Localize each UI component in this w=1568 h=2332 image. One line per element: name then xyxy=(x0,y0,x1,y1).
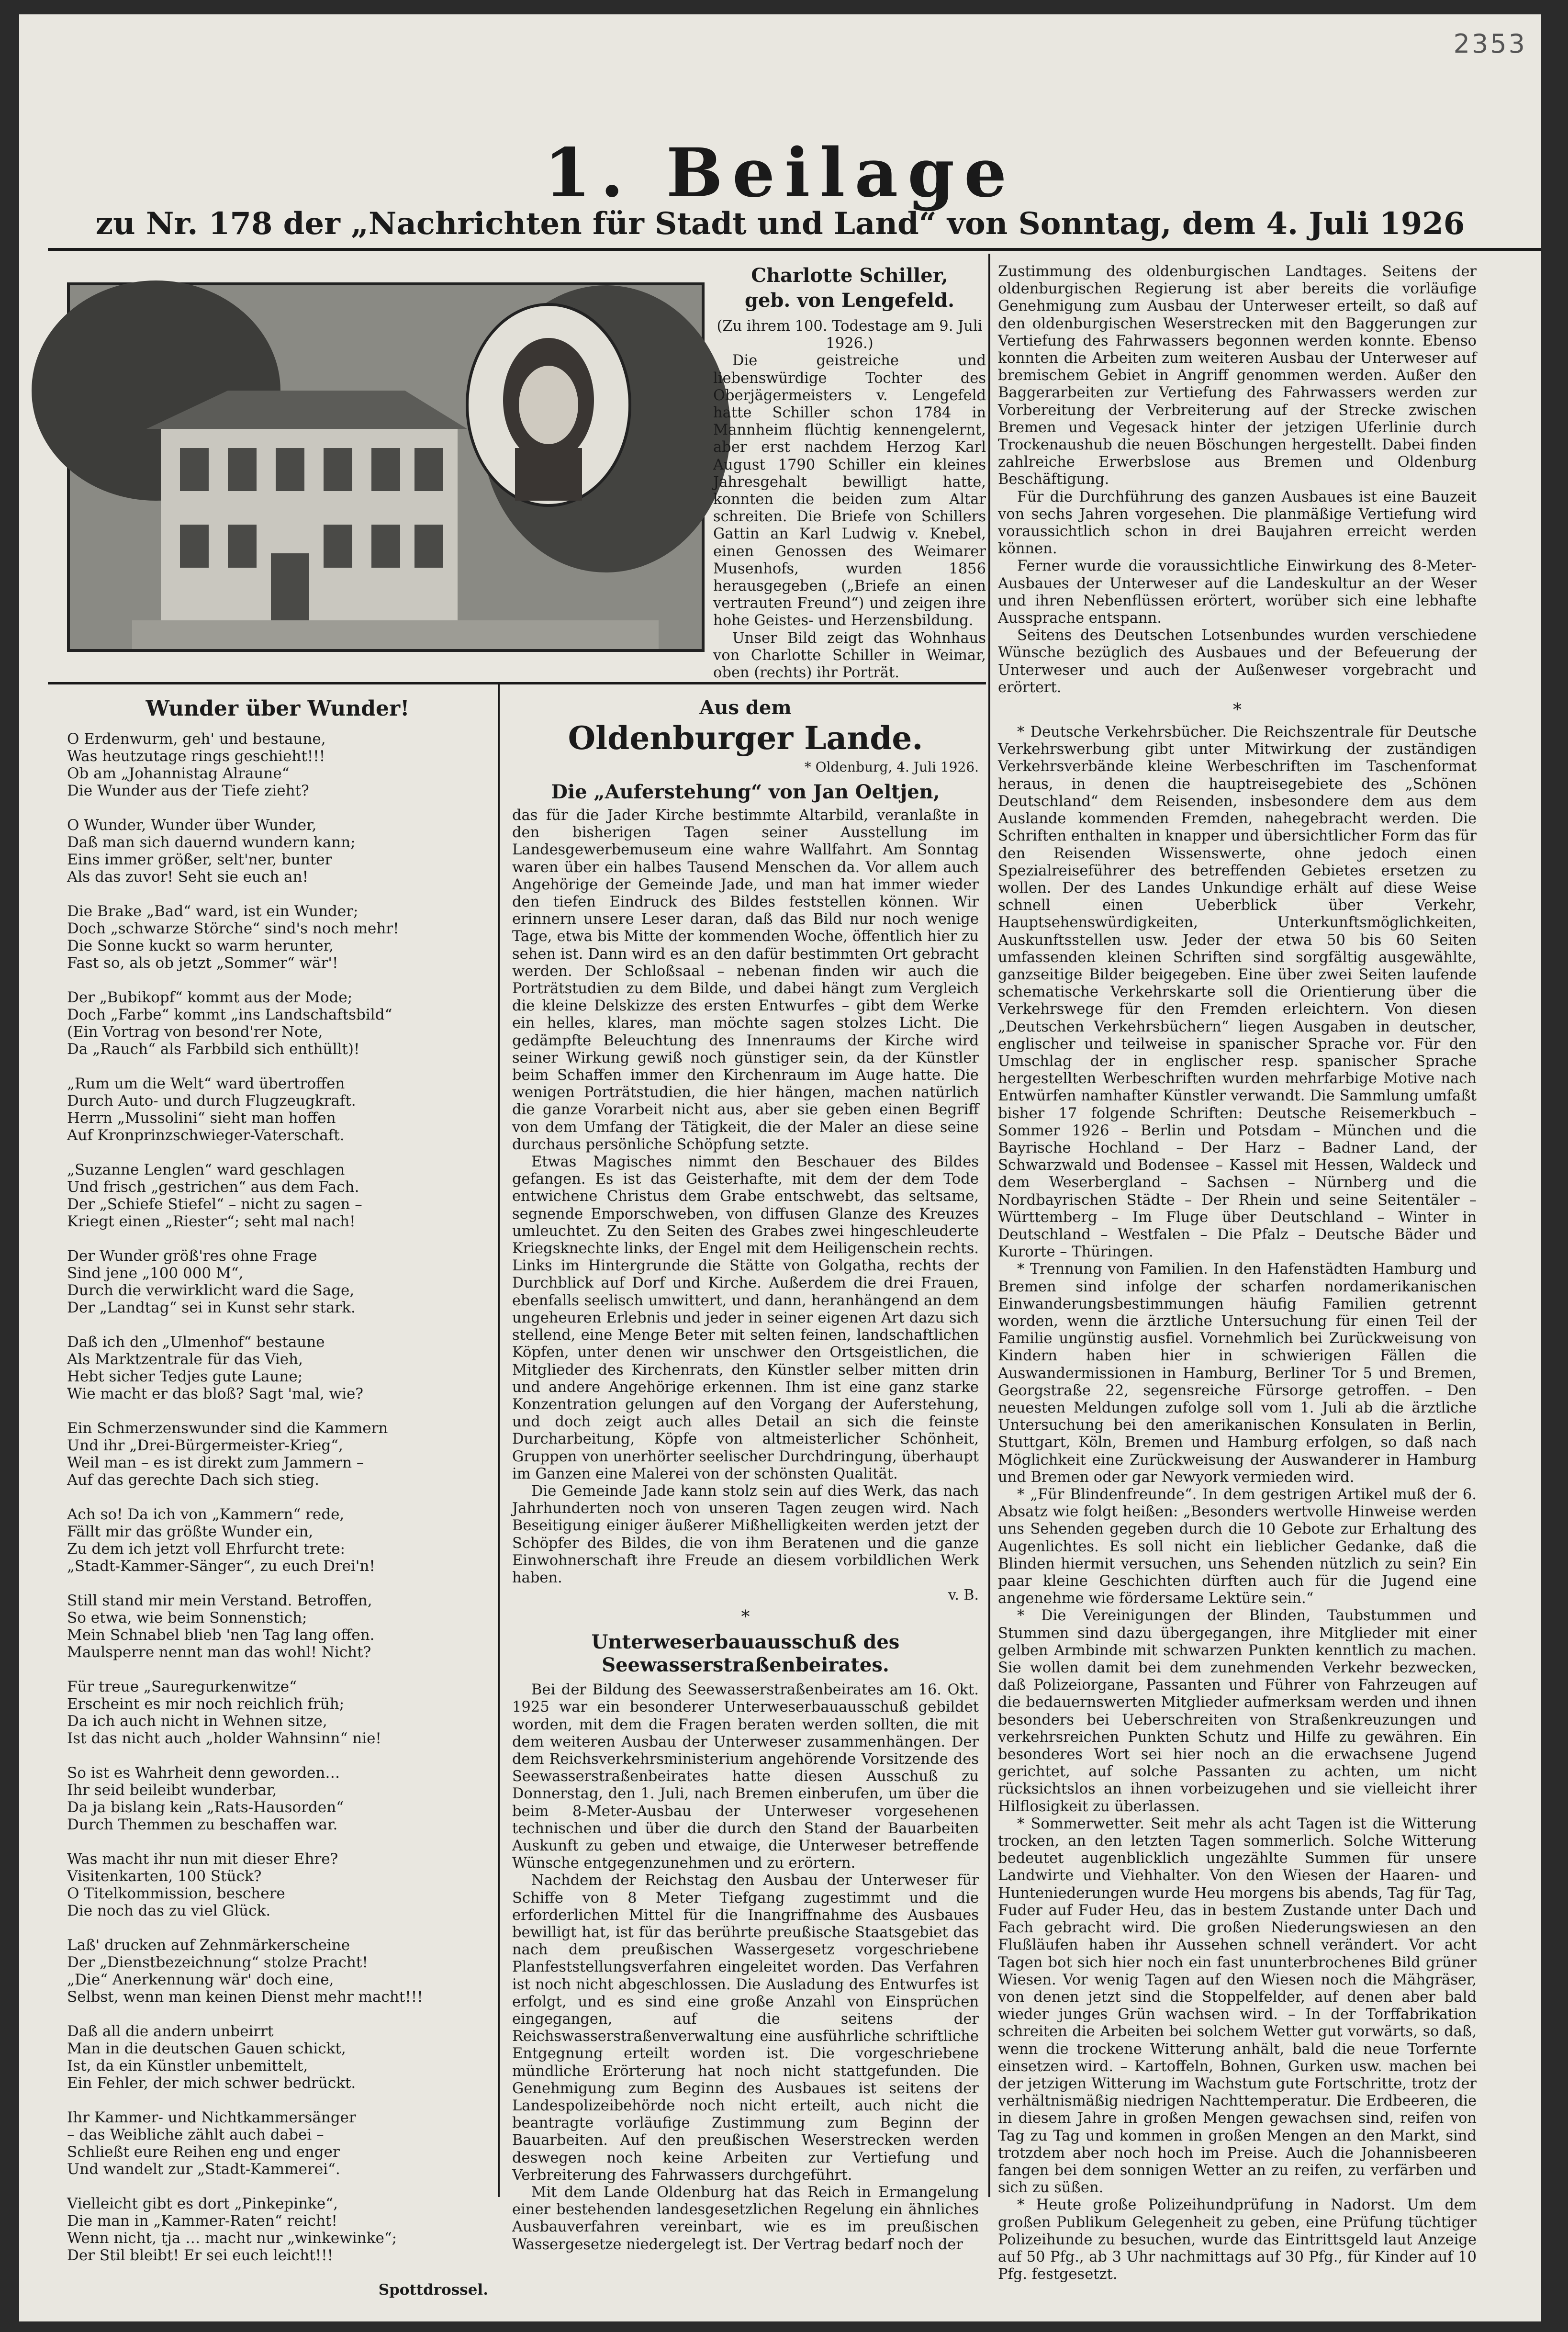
schiller-title: Charlotte Schiller, xyxy=(751,264,948,287)
poem-stanza: Für treue „Sauregurkenwitze“ Erscheint es mir noch reichlich früh; Da ich auch nicht in Wehnen sitze, Ist das nicht auch „holder Wahnsinn“ nie! xyxy=(67,1678,381,1747)
poem-stanza: Ihr Kammer- und Nichtkammersänger – das Weibliche zählt auch dabei – Schließt eure Reihen eng und enger Und wandelt zur „Stadt-Kammerei“. xyxy=(67,2109,356,2178)
oldenburg-column xyxy=(512,696,979,2253)
poem-stanza: Der „Bubikopf“ kommt aus der Mode; Doch „Farbe“ kommt „ins Landschaftsbild“ (Ein Vortrag von besond'rer Note, Da „Rauch“ als Farbbild sich enthüllt)! xyxy=(67,989,392,1058)
sommerwetter-para: * Sommerwetter. Seit mehr als acht Tagen ist die Witterung trocken, an den letzten Tagen sommerlich. Solche Witterung bedeutet augenblicklich ungezählte Summen für unsere Landwirte und Viehhalter. Von den Wiesen der Haaren- und Hunteniederungen wurde Heu morgens bis abends, Tag für Tag, Fuder auf Fuder Heu, das in bestem Zustande unter Dach und Fach gebracht wird. Die großen Niederungswiesen an den Flußläufen haben ihr Aussehen schnell verändert. Vor acht Tagen bot sich hier noch ein fast ununterbrochenes Bild grüner Wiesen. Vor wenig Tagen auf den Wiesen noch die Mähgräser, von denen jetzt sind die Stoppelfelder, auf denen aber bald wieder junges Grün wachsen wird. – In der Torffabrikation schreiten die Arbeiten bei solchem Wetter gut vorwärts, so daß, wenn die trockene Witterung anhält, bald die neue Torfernte einsetzen wird. – Kartoffeln, Bohnen, Gurken usw. machen bei der jetzigen Witterung im Wachstum gute Fortschritte, trotz der verhältnismäßig niedrigen Nachttemperatur. Die Erdbeeren, die in diesem Jahre in großen Mengen gewachsen sind, reifen von Tag zu Tag und kommen in großen Mengen an den Markt, sind trotzdem aber noch hoch im Preise. Auch die Johannisbeeren fangen bei dem sonnigen Wetter an zu reifen, zu verfärben und sich zu süßen. xyxy=(998,1815,1477,2197)
poem-stanza: So ist es Wahrheit denn geworden… Ihr seid beileibt wunderbar, Da ja bislang kein „Rats-Hausorden“ Durch Themmen zu beschaffen war. xyxy=(67,1764,344,1833)
section-unterweser-title: Unterweserbauausschuß des Seewasserstraßenbeirates. xyxy=(591,1631,900,1677)
masthead-title: 1. Beilage xyxy=(544,134,1017,213)
auferstehung-para-1: das für die Jader Kirche bestimmte Altarbild, veranlaßte in den bisherigen Tagen seiner Ausstellung im Landesgewerbemuseum eine wahre Wallfahrt. Am Sonntag waren über ein halbes Tausend Menschen da. Vor allem auch Angehörige der Gemeinde Jade, und man hat immer wieder den tiefen Eindruck des Bildes feststellen können. Wir erinnern unsere Leser daran, daß das Bild nur noch wenige Tage, etwa bis Mitte der kommenden Woche, öffentlich hier zu sehen ist. Dann wird es an den dafür bestimmten Ort gebracht werden. Der Schloßsaal – nebenan finden wir auch die Porträtstudien zu dem Bilde, und dabei hängt zum Vergleich die kleine Delskizze des ersten Entwurfes – gibt dem Werke ein helles, klares, man möchte sagen stolzes Licht. Die gedämpfte Beleuchtung des Innenraums der Kirche wird seiner Wirkung gewiß noch günstiger sein, da der Künstler beim Schaffen immer den Kirchenraum im Auge hatte. Die wenigen Porträtstudien, die hier hängen, machen natürlich die ganze Vorarbeit nicht aus, aber sie geben einen Begriff von dem Umfang der Tätigkeit, die der Maler an diese seine durchaus persönliche Schöpfung setzte. xyxy=(512,807,979,1153)
unterweser-para-3: Mit dem Lande Oldenburg hat das Reich in Ermangelung einer bestehenden landesgesetzlichen Regelung ein ähnliches Ausbauverfahren vereinbart, wie es im preußischen Wassergesetze niedergelegt ist. Der Vertrag bedarf noch der xyxy=(512,2184,979,2253)
poem-signature: Spottdrossel. xyxy=(378,2281,488,2298)
poem-stanza: Laß' drucken auf Zehnmärkerscheine Der „Dienstbezeichnung“ stolze Pracht! „Die“ Anerkennung wär' doch eine, Selbst, wenn man keinen Dienst mehr macht!!! xyxy=(67,1937,423,2006)
separator-star: * xyxy=(1233,700,1242,720)
vereinigungen-para: * Die Vereinigungen der Blinden, Taubstummen und Stummen sind dazu übergegangen, ihre Mitglieder mit einer gelben Armbinde mit schwarzen Punkten kenntlich zu machen. Sie wollen damit bei dem zunehmenden Verkehr bezwecken, daß Polizeiorgane, Passanten und Führer von Fahrzeugen auf die bedauernswerten Mitglieder aufmerksam werden und ihnen besonders bei Ueberschreiten von Straßenkreuzungen und verkehrsreichen Punkten Schutz und Hilfe zu gewähren. Ein besonderes Wort sei hier noch an die erwachsene Jugend gerichtet, auf solche Passanten zu achten, um nicht rücksichtslos an ihnen vorbeizugehen und sie vielleicht ihrer Hilflosigkeit zu überlassen. xyxy=(998,1607,1477,1815)
poem-stanza: Der Wunder größ'res ohne Frage Sind jene „100 000 M“, Durch die verwirklicht ward die Sage, Der „Landtag“ sei in Kunst sehr stark. xyxy=(67,1247,356,1316)
poem-stanza: Was macht ihr nun mit dieser Ehre? Visitenkarten, 100 Stück? O Titelkommission, beschere Die noch das zu viel Glück. xyxy=(67,1850,338,1919)
auferstehung-para-2: Etwas Magisches nimmt den Beschauer des Bildes gefangen. Es ist das Geisterhafte, mit dem der dem Tode entwichene Christus dem Grabe entschwebt, das seltsame, segnende Emporschweben, von diffusen Glanze des Kreuzes umleuchtet. Zu den Seiten des Grabes zwei hingeschleuderte Kriegsknechte links, der Engel mit dem Heiligenschein rechts. Links im Hintergrunde die Stätte von Golgatha, rechts der Durchblick auf Dorf und Kirche. Außerdem die drei Frauen, ebenfalls seelisch umwittert, und dann, heranhängend an dem ungeheuren Erlebnis und jeder in seiner eigenen Art dazu sich stellend, eine Menge Beter mit selten feinen, landschaftlichen Köpfen, unter denen wir unschwer den Ortsgeistlichen, die Mitglieder des Kirchenrats, den Künstler selber mitten drin und andere Angehörige erkennen. Ihm ist eine ganz starke Konzentration gelungen auf den Vorgang der Auferstehung, und doch zeigt auch alles Detail an sich die feinste Durcharbeitung, Köpfe von altmeisterlicher Schönheit, Gruppen von unerhörter seelischer Durchdringung, überhaupt im Ganzen eine Malerei von der schönsten Qualität. xyxy=(512,1154,979,1482)
oldenburg-kicker: Aus dem xyxy=(699,696,792,719)
masthead-rule xyxy=(48,248,1541,251)
auferstehung-para-3: Die Gemeinde Jade kann stolz sein auf dies Werk, das nach Jahrhunderten noch von unseren Tagen zeugen wird. Nach Beseitigung einiger äußerer Mißhelligkeiten werden jetzt der Schöpfer des Bildes, die von ihm Beratenen und die ganze Einwohnerschaft ihre Freude an diesem vorbildlichen Werk haben. xyxy=(512,1482,979,1586)
schiller-house-photo xyxy=(67,282,705,652)
page-number: 2353 xyxy=(1453,29,1527,59)
oldenburg-title: Oldenburger Lande. xyxy=(568,719,923,757)
unterweser-para-1: Bei der Bildung des Seewasserstraßenbeirates am 16. Okt. 1925 war ein besonderer Unterweserbauausschuß gebildet worden, mit dem die Fragen beraten werden sollten, die mit dem weiteren Ausbau der Unterweser zusammenhängen. Der dem Reichsverkehrsministerium angehörende Vorsitzende des Seewasserstraßenbeirates hatte diesen Ausschuß zu Donnerstag, den 1. Juli, nach Bremen einberufen, um über die beim 8-Meter-Ausbau der Unterweser vorgesehenen technischen und über die durch den Stand der Bauarbeiten Auskunft zu geben und etwaige, die Unterweser betreffende Wünsche entgegenzunehmen und zu erörtern. xyxy=(512,1682,979,1872)
right-para-4: Seitens des Deutschen Lotsenbundes wurden verschiedene Wünsche bezüglich des Ausbaues und der Befeuerung der Unterweser und auch der Außenweser vorgebracht und erörtert. xyxy=(998,627,1477,696)
trennung-para: * Trennung von Familien. In den Hafenstädten Hamburg und Bremen sind infolge der scharfen nordamerikanischen Einwanderungsbestimmungen häufig Familien getrennt worden, wenn die ärztliche Untersuchung für einen Teil der Familie ungünstig ausfiel. Vornehmlich bei Zurückweisung von Kindern haben hier in schwierigen Fällen die Auswandermissionen in Hamburg, Berliner Tor 5 und Bremen, Georgstraße 22, segensreiche Fürsorge getroffen. – Den neuesten Meldungen zufolge soll vom 1. Juli ab die ärztliche Untersuchung bei den amerikanischen Konsulaten in Berlin, Stuttgart, Köln, Bremen und Hamburg erfolgen, so daß nach Möglichkeit eine Zurückweisung der Auswanderer in Hamburg und Bremen oder gar Newyork vermieden wird. xyxy=(998,1261,1477,1486)
section-auferstehung-title: Die „Auferstehung“ von Jan Oeltjen, xyxy=(551,781,940,803)
newspaper-page xyxy=(19,14,1541,2321)
house-illustration xyxy=(70,285,702,649)
schiller-body: Die geistreiche und liebenswürdige Tochter des Oberjägermeisters v. Lengefeld hatte Schiller schon 1784 in Mannheim flüchtig kennengelernt, aber erst nachdem Herzog Karl August 1790 Schiller ein kleines Jahresgehalt bewilligt hatte, konnten die beiden zum Altar schreiten. Die Briefe von Schillers Gattin an Karl Ludwig v. Knebel, einen Genossen des Weimarer Musenhofs, wurden 1856 herausgegeben („Briefe an einen vertrauten Freund“) und zeigen ihre hohe Geistes- und Herzensbildung. xyxy=(713,352,986,629)
poem-stanza: „Suzanne Lenglen“ ward geschlagen Und frisch „gestrichen“ aus dem Fach. Der „Schiefe Stiefel“ – nicht zu sagen – Kriegt einen „Riester“; seht mal nach! xyxy=(67,1161,362,1230)
top-section-rule xyxy=(48,682,986,684)
unterweser-para-2: Nachdem der Reichstag den Ausbau der Unterweser für Schiffe von 8 Meter Tiefgang zugestimmt und die erforderlichen Mittel für die Inangriffnahme des Ausbaues bewilligt hat, ist für das berührte preußische Staatsgebiet das nach dem preußischen Wassergesetz vorgeschriebene Planfeststellungsverfahren eingeleitet worden. Das Verfahren ist noch nicht abgeschlossen. Die Ausladung des Entwurfes ist erfolgt, und es sind eine große Anzahl von Einsprüchen eingegangen, auf die seitens der Reichswasserstraßenverwaltung eine ausführliche schriftliche Entgegnung erteilt worden ist. Die vorgeschriebene mündliche Erörterung hat noch nicht stattgefunden. Die Genehmigung zum Beginn des Ausbaues ist seitens der Landespolizeibehörde noch nicht erteilt, auch nicht die beantragte vorläufige Zustimmung zum Beginn der Bauarbeiten. Auf den preußischen Weserstrecken werden deswegen noch keine Arbeiten zur Vertiefung und Verbreiterung des Fahrwassers durchgeführt. xyxy=(512,1872,979,2184)
right-column xyxy=(998,263,1477,2283)
poem-stanza: O Erdenwurm, geh' und bestaune, Was heutzutage rings geschieht!!! Ob am „Johannistag Alraune“ Die Wunder aus der Tiefe zieht? xyxy=(67,730,326,799)
poem-stanza: Ach so! Da ich von „Kammern“ rede, Fällt mir das größte Wunder ein, Zu dem ich jetzt voll Ehrfurcht trete: „Stadt-Kammer-Sänger“, zu euch Drei'n! xyxy=(67,1506,375,1575)
poem-stanza: Die Brake „Bad“ ward, ist ein Wunder; Doch „schwarze Störche“ sind's noch mehr! Die Sonne kuckt so warm herunter, Fast so, als ob jetzt „Sommer“ wär'! xyxy=(67,903,399,972)
blindenfreunde-para: * „Für Blindenfreunde“. In dem gestrigen Artikel muß der 6. Absatz wie folgt heißen: „Besonders wertvolle Hinweise werden uns Sehenden gegeben durch die 10 Gebote zur Erhaltung des Augenlichtes. Es soll nicht ein lieblicher Gedanke, daß die Blinden hiermit versuchen, uns Sehenden nützlich zu sein? Ein paar kleine Geschichten dürften auch für die Jugend eine angenehme wie fördersame Lektüre sein.“ xyxy=(998,1486,1477,1607)
poem-stanza: Vielleicht gibt es dort „Pinkepinke“, Die man in „Kammer-Raten“ reicht! Wenn nicht, tja … macht nur „winkewinke“; Der Stil bleibt! Er sei euch leicht!!! xyxy=(67,2195,397,2264)
poem-stanza: Still stand mir mein Verstand. Betroffen, So etwa, wie beim Sonnenstich; Mein Schnabel blieb 'nen Tag lang offen. Maulsperre nennt man das wohl! Nicht? xyxy=(67,1592,375,1661)
poem-stanza: O Wunder, Wunder über Wunder, Daß man sich dauernd wundern kann; Eins immer größer, selt'ner, bunter Als das zuvor! Seht sie euch an! xyxy=(67,817,356,886)
oldenburg-dateline: * Oldenburg, 4. Juli 1926. xyxy=(804,759,979,775)
schiller-caption: Unser Bild zeigt das Wohnhaus von Charlotte Schiller in Weimar, oben (rechts) ihr Porträt. xyxy=(713,629,986,682)
schiller-note: (Zu ihrem 100. Todestage am 9. Juli 1926.) xyxy=(717,318,983,352)
right-para-3: Ferner wurde die voraussichtliche Einwirkung des 8-Meter-Ausbaues der Unterweser auf die Landeskultur an der Weser und ihren Nebenflüssen erörtert, worüber sich eine lebhafte Aussprache entspann. xyxy=(998,558,1477,627)
polizeihund-para: * Heute große Polizeihundprüfung in Nadorst. Um dem großen Publikum Gelegenheit zu geben, eine Prüfung tüchtiger Polizeihunde zu besuchen, wurde das Eintrittsgeld laut Anzeige auf 50 Pfg., ab 3 Uhr nachmittags auf 30 Pfg., für Kinder auf 10 Pfg. festgesetzt. xyxy=(998,2197,1477,2283)
poem-stanzas xyxy=(67,730,488,2264)
right-para-1: Zustimmung des oldenburgischen Landtages. Seitens der oldenburgischen Regierung ist aber bereits die vorläufige Genehmigung zum Ausbau der Unterweser erteilt, so daß auf den oldenburgischen Weserstrecken mit den Baggerungen zur Vertiefung des Fahrwassers begonnen werden konnte. Ebenso konnten die Arbeiten zum weiteren Ausbau der Unterweser auf bremischem Gebiet in Angriff genommen werden. Außer den Baggerarbeiten zur Vertiefung des Fahrwassers werden zur Vorbereitung der Verbreiterung auf der Strecke zwischen Bremen und Vegesack hinter der jetzigen Uferlinie durch Trockenaushub die neuen Böschungen hergestellt. Dabei finden zahlreiche Erwerbslose aus Bremen und Oldenburg Beschäftigung. xyxy=(998,263,1477,488)
masthead-subtitle: zu Nr. 178 der „Nachrichten für Stadt und Land“ von Sonntag, dem 4. Juli 1926 xyxy=(95,206,1465,242)
column-rule-1 xyxy=(498,684,500,2197)
poem-stanza: Daß ich den „Ulmenhof“ bestaune Als Marktzentrale für das Vieh, Hebt sicher Tedjes gute Laune; Wie macht er das bloß? Sagt 'mal, wie? xyxy=(67,1334,363,1402)
poem-column xyxy=(67,696,488,2298)
poem-stanza: „Rum um die Welt“ ward übertroffen Durch Auto- und durch Flugzeugkraft. Herrn „Mussolini“ sieht man hoffen Auf Kronprinzschwieger-Vaterschaft. xyxy=(67,1075,356,1144)
auferstehung-signature: v. B. xyxy=(948,1587,979,1604)
separator-star: * xyxy=(741,1607,750,1627)
poem-stanza: Daß all die andern unbeirrt Man in die deutschen Gauen schickt, Ist, da ein Künstler unbemittelt, Ein Fehler, der mich schwer bedrückt. xyxy=(67,2023,356,2092)
verkehrsbuecher-para: * Deutsche Verkehrsbücher. Die Reichszentrale für Deutsche Verkehrswerbung gibt unter Mitwirkung der zuständigen Verkehrsverbände kleine Werbeschriften im Taschenformat heraus, in denen die hauptreisegebiete des „Schönen Deutschland“ dem Reisenden, insbesondere dem aus dem Auslande kommenden Fremden, nahegebracht werden. Die Schriften enthalten in knapper und übersichtlicher Form das für den Reisenden Wissenswerte, ohne jedoch einen Spezialreiseführer des betreffenden Gebietes ersetzen zu wollen. Der des Landes Unkundige erhält auf diese Weise schnell einen Ueberblick über Verkehr, Hauptsehenswürdigkeiten, Unterkunftsmöglichkeiten, Auskunftsstellen usw. Jeder der etwa 50 bis 60 Seiten umfassenden kleinen Schriften sind sorgfältig ausgewählte, ganzseitige Bilder beigegeben. Eine über zwei Seiten laufende schematische Verkehrskarte soll die Orientierung über die Verkehrswege für den Fremden erleichtern. Von diesen „Deutschen Verkehrsbüchern“ liegen Ausgaben in deutscher, englischer und teilweise in spanischer Sprache vor. Für den Umschlag der in englischer resp. spanischer Sprache hergestellten Werbeschriften wurden mehrfarbige Motive nach Entwürfen namhafter Künstler verwandt. Die Sammlung umfaßt bisher 17 folgende Schriften: Deutsche Reisemerkbuch – Sommer 1926 – Berlin und Potsdam – München und die Bayrische Hochland – Der Harz – Badner Land, der Schwarzwald und Bodensee – Kassel mit Hessen, Waldeck und dem Weserbergland – Sachsen – Nürnberg und die Nordbayrischen Städte – Der Rhein und seine Seitentäler – Württemberg – Im Fluge über Deutschland – Winter in Deutschland – Westfalen – Die Pfalz – Deutsche Bäder und Kurorte – Thüringen. xyxy=(998,724,1477,1261)
column-rule-2 xyxy=(988,254,990,2197)
poem-title: Wunder über Wunder! xyxy=(146,696,410,721)
right-para-2: Für die Durchführung des ganzen Ausbaues ist eine Bauzeit von sechs Jahren vorgesehen. Die planmäßige Vertiefung wird voraussichtlich schon in drei Baujahren erreicht werden können. xyxy=(998,488,1477,558)
poem-stanza: Ein Schmerzenswunder sind die Kammern Und ihr „Drei-Bürgermeister-Krieg“, Weil man – es ist direkt zum Jammern – Auf das gerechte Dach sich stieg. xyxy=(67,1420,388,1489)
schiller-subtitle: geb. von Lengefeld. xyxy=(745,289,954,312)
schiller-article xyxy=(713,263,986,682)
